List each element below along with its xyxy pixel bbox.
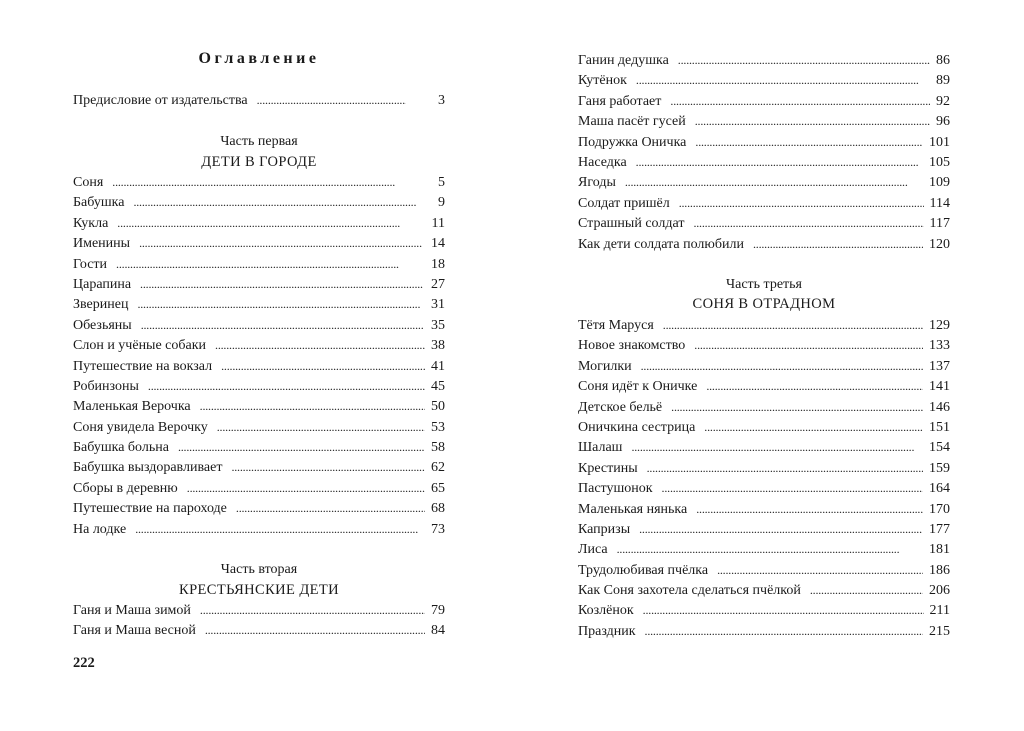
toc-entry[interactable] xyxy=(578,458,950,478)
toc-entry[interactable] xyxy=(73,233,445,253)
entry-page-number: 86 xyxy=(936,53,950,68)
toc-entry[interactable] xyxy=(73,600,445,620)
toc-entry[interactable] xyxy=(578,315,950,335)
dot-leader xyxy=(810,580,923,601)
toc-entry[interactable] xyxy=(73,396,445,416)
entry-title: Бабушка выздоравливает xyxy=(73,460,223,476)
entry-page-number: 120 xyxy=(929,236,950,252)
entry-page-number: 58 xyxy=(431,440,445,456)
right-page xyxy=(578,0,950,731)
entry-page-number: 11 xyxy=(431,215,445,231)
toc-entry[interactable] xyxy=(578,560,950,580)
entry-title: Царапина xyxy=(73,276,132,292)
preface-entry-block xyxy=(73,90,445,110)
toc-title: Оглавление xyxy=(198,50,320,67)
entry-page-number: 133 xyxy=(929,338,950,354)
entry-page-number: 50 xyxy=(431,399,445,415)
part1-name: ДЕТИ В ГОРОДЕ xyxy=(201,154,317,170)
entry-title: Оничкина сестрица xyxy=(578,419,696,435)
entry-page-number: 31 xyxy=(431,297,445,313)
dot-leader xyxy=(140,274,425,295)
entry-title: Ганин дедушка xyxy=(578,53,669,68)
toc-entry[interactable] xyxy=(578,172,950,192)
entry-page-number: 159 xyxy=(929,460,950,476)
entry-page-number: 181 xyxy=(929,542,950,558)
entry-title: Ганя и Маша зимой xyxy=(73,603,191,618)
dot-leader xyxy=(200,396,425,417)
entry-title: Страшный солдат xyxy=(578,216,685,232)
toc-entry[interactable] xyxy=(73,294,445,314)
toc-entry[interactable] xyxy=(73,457,445,477)
dot-leader xyxy=(112,172,432,193)
entry-page-number: 117 xyxy=(929,216,950,232)
entry-page-number: 114 xyxy=(929,195,950,211)
dot-leader xyxy=(663,315,923,336)
toc-entry[interactable] xyxy=(578,111,950,131)
dot-leader xyxy=(717,560,923,581)
dot-leader xyxy=(148,376,425,397)
toc-entry[interactable] xyxy=(73,356,445,376)
entry-page-number: 79 xyxy=(431,603,445,618)
entry-title: Робинзоны xyxy=(73,378,139,394)
dot-leader xyxy=(141,315,425,336)
entry-title: Как дети солдата полюбили xyxy=(578,236,744,252)
entry-title: Солдат пришёл xyxy=(578,195,670,211)
entry-title: Тётя Маруся xyxy=(578,318,654,333)
entry-page-number: 215 xyxy=(929,623,950,639)
entry-page-number: 9 xyxy=(438,195,445,211)
part1-entries xyxy=(73,172,445,539)
dot-leader xyxy=(217,417,425,438)
toc-entry[interactable] xyxy=(73,417,445,437)
toc-entry[interactable] xyxy=(578,580,950,600)
entry-title: Бабушка xyxy=(73,195,125,211)
entry-title: Лиса xyxy=(578,542,608,558)
dot-leader xyxy=(662,478,923,499)
dot-leader xyxy=(670,91,930,112)
part2-entries xyxy=(73,600,445,641)
entry-page-number: 101 xyxy=(929,134,950,150)
entry-page-number: 141 xyxy=(929,379,950,395)
dot-leader xyxy=(695,132,923,153)
toc-entry[interactable] xyxy=(73,172,445,192)
toc-entry[interactable] xyxy=(578,132,950,152)
dot-leader xyxy=(671,397,923,418)
entry-title: Соня xyxy=(73,175,104,190)
part3-label: Часть третья xyxy=(726,277,802,292)
entry-page-number: 38 xyxy=(431,338,445,354)
entry-page-number: 84 xyxy=(431,623,445,639)
entry-page-number: 96 xyxy=(936,114,950,130)
entry-page-number: 89 xyxy=(936,73,950,89)
toc-entry[interactable] xyxy=(578,397,950,417)
part2-name: КРЕСТЬЯНСКИЕ ДЕТИ xyxy=(179,582,339,598)
part2-continued-entries xyxy=(578,50,950,254)
entry-title: Козлёнок xyxy=(578,603,634,619)
dot-leader xyxy=(221,356,425,377)
dot-leader xyxy=(137,294,425,315)
toc-entry-preface[interactable] xyxy=(73,90,445,110)
toc-entry[interactable] xyxy=(578,519,950,539)
toc-entry[interactable] xyxy=(578,539,950,559)
dot-leader xyxy=(139,233,425,254)
entry-page-number: 206 xyxy=(929,583,950,599)
dot-leader xyxy=(636,152,923,173)
dot-leader xyxy=(641,356,923,377)
entry-page-number: 73 xyxy=(431,521,445,537)
dot-leader xyxy=(236,498,425,519)
toc-entry[interactable] xyxy=(578,437,950,457)
entry-title: Как Соня захотела сделаться пчёлкой xyxy=(578,583,801,599)
toc-entry[interactable] xyxy=(73,620,445,640)
toc-entry[interactable] xyxy=(73,274,445,294)
toc-entry[interactable] xyxy=(578,356,950,376)
entry-title: Кутёнок xyxy=(578,73,627,89)
entry-title: Соня увидела Верочку xyxy=(73,419,208,435)
left-page xyxy=(73,0,445,731)
entry-page-number: 35 xyxy=(431,317,445,333)
entry-title: Маленькая нянька xyxy=(578,501,688,517)
entry-title: Зверинец xyxy=(73,297,129,313)
entry-page-number: 68 xyxy=(431,501,445,517)
toc-entry[interactable] xyxy=(578,213,950,233)
entry-title: Маша пасёт гусей xyxy=(578,114,686,130)
dot-leader xyxy=(135,519,425,540)
dot-leader xyxy=(696,499,923,520)
entry-page-number: 105 xyxy=(929,154,950,170)
toc-entry[interactable] xyxy=(73,335,445,355)
part3-entries xyxy=(578,315,950,641)
toc-entry[interactable] xyxy=(578,50,950,70)
entry-title: Бабушка больна xyxy=(73,440,169,456)
entry-page-number: 137 xyxy=(929,358,950,374)
toc-entry[interactable] xyxy=(73,437,445,457)
entry-title: Детское бельё xyxy=(578,399,663,415)
entry-page-number: 151 xyxy=(929,419,950,435)
toc-entry[interactable] xyxy=(578,478,950,498)
dot-leader xyxy=(117,213,425,234)
entry-page-number: 18 xyxy=(431,256,445,272)
dot-leader xyxy=(678,50,930,71)
dot-leader xyxy=(639,519,923,540)
dot-leader xyxy=(625,172,923,193)
entry-page-number: 65 xyxy=(431,480,445,496)
entry-page-number: 14 xyxy=(431,236,445,252)
dot-leader xyxy=(679,193,924,214)
toc-entry[interactable] xyxy=(578,600,950,620)
entry-page-number: 170 xyxy=(929,501,950,517)
entry-title: Ягоды xyxy=(578,175,616,191)
entry-title: Крестины xyxy=(578,460,638,476)
part1-label: Часть первая xyxy=(220,134,298,149)
entry-title: Путешествие на вокзал xyxy=(73,358,213,374)
toc-entry[interactable] xyxy=(578,152,950,172)
page-number-folio: 222 xyxy=(73,655,95,671)
part2-label: Часть вторая xyxy=(220,562,298,577)
dot-leader xyxy=(617,539,923,560)
entry-page-number: 45 xyxy=(431,378,445,394)
dot-leader xyxy=(706,376,923,397)
entry-page-number: 109 xyxy=(929,175,950,191)
dot-leader xyxy=(647,458,923,479)
entry-page-number: 177 xyxy=(929,521,950,537)
entry-title: Предисловие от издательства xyxy=(73,93,248,108)
toc-entry[interactable] xyxy=(578,70,950,90)
dot-leader xyxy=(753,234,923,255)
entry-title: Шалаш xyxy=(578,440,623,456)
entry-title: Могилки xyxy=(578,358,632,374)
entry-title: Путешествие на пароходе xyxy=(73,501,227,517)
toc-entry[interactable] xyxy=(73,376,445,396)
entry-page-number: 146 xyxy=(929,399,950,415)
entry-page-number: 41 xyxy=(431,358,445,374)
toc-entry[interactable] xyxy=(578,193,950,213)
toc-entry[interactable] xyxy=(578,621,950,641)
dot-leader xyxy=(693,213,923,234)
dot-leader xyxy=(645,621,923,642)
entry-title: Капризы xyxy=(578,521,631,537)
entry-title: Соня идёт к Оничке xyxy=(578,379,698,395)
toc-entry[interactable] xyxy=(73,254,445,274)
entry-title: Маленькая Верочка xyxy=(73,399,191,415)
dot-leader xyxy=(215,335,425,356)
dot-leader xyxy=(116,254,425,275)
entry-page-number: 3 xyxy=(438,93,445,108)
toc-entry[interactable] xyxy=(578,499,950,519)
entry-title: Кукла xyxy=(73,215,109,231)
entry-title: Ганя работает xyxy=(578,93,662,109)
entry-page-number: 186 xyxy=(929,562,950,578)
entry-title: Праздник xyxy=(578,623,636,639)
toc-entry[interactable] xyxy=(578,91,950,111)
entry-page-number: 5 xyxy=(438,175,445,190)
dot-leader xyxy=(636,70,930,91)
toc-entry[interactable] xyxy=(73,192,445,212)
toc-entry[interactable] xyxy=(578,417,950,437)
dot-leader xyxy=(257,90,406,111)
dot-leader xyxy=(643,600,924,621)
entry-title: Обезьяны xyxy=(73,317,132,333)
toc-entry[interactable] xyxy=(578,376,950,396)
entry-page-number: 53 xyxy=(431,419,445,435)
entry-page-number: 154 xyxy=(929,440,950,456)
entry-page-number: 211 xyxy=(929,603,950,619)
entry-page-number: 62 xyxy=(431,460,445,476)
toc-entry[interactable] xyxy=(578,335,950,355)
dot-leader xyxy=(695,111,930,132)
entry-page-number: 27 xyxy=(431,276,445,292)
toc-entry[interactable] xyxy=(73,519,445,539)
dot-leader xyxy=(178,437,425,458)
dot-leader xyxy=(704,417,923,438)
entry-page-number: 129 xyxy=(929,318,950,333)
entry-page-number: 164 xyxy=(929,481,950,497)
toc-entry[interactable] xyxy=(73,498,445,518)
toc-entry[interactable] xyxy=(578,234,950,254)
toc-entry[interactable] xyxy=(73,213,445,233)
entry-title: Сборы в деревню xyxy=(73,480,178,496)
part3-name: СОНЯ В ОТРАДНОМ xyxy=(692,296,836,312)
entry-title: Наседка xyxy=(578,154,627,170)
entry-title: Подружка Оничка xyxy=(578,134,687,150)
dot-leader xyxy=(205,620,425,641)
dot-leader xyxy=(694,335,923,356)
dot-leader xyxy=(231,457,425,478)
entry-title: Именины xyxy=(73,236,131,252)
entry-page-number: 92 xyxy=(936,93,950,109)
dot-leader xyxy=(631,437,923,458)
entry-title: Новое знакомство xyxy=(578,338,686,354)
entry-title: Трудолюбивая пчёлка xyxy=(578,562,709,578)
toc-entry[interactable] xyxy=(73,315,445,335)
entry-title: Слон и учёные собаки xyxy=(73,338,207,354)
dot-leader xyxy=(133,192,432,213)
dot-leader xyxy=(187,478,425,499)
entry-title: На лодке xyxy=(73,521,127,537)
dot-leader xyxy=(200,600,425,621)
toc-entry[interactable] xyxy=(73,478,445,498)
entry-title: Ганя и Маша весной xyxy=(73,623,196,639)
entry-title: Гости xyxy=(73,256,108,272)
entry-title: Пастушонок xyxy=(578,481,653,497)
